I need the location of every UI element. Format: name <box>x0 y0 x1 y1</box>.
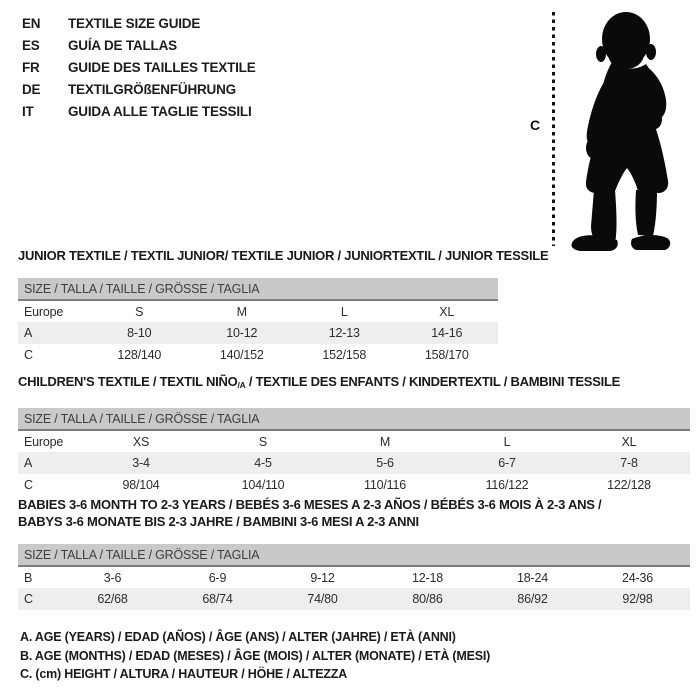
language-row-fr <box>22 57 256 79</box>
size-cell: 86/92 <box>480 588 585 610</box>
table-row <box>18 566 690 588</box>
size-cell: 14-16 <box>396 322 499 344</box>
language-title: GUÍA DE TALLAS <box>68 38 177 53</box>
size-cell: L <box>503 434 511 449</box>
language-code: DE <box>22 82 41 97</box>
language-row-en <box>22 13 256 35</box>
row-label: A <box>18 452 80 474</box>
table-row <box>18 588 690 610</box>
height-marker-label: C <box>530 117 541 133</box>
height-dashed-line <box>552 12 555 246</box>
toddler-silhouette-figure <box>562 4 700 254</box>
childrens-size-table <box>18 408 690 496</box>
size-cell: 158/170 <box>424 348 469 362</box>
size-cell: 98/104 <box>122 478 160 492</box>
size-cell: 74/80 <box>270 588 375 610</box>
size-cell: 122/128 <box>607 478 651 492</box>
size-cell: S <box>258 434 268 449</box>
size-cell: 7-8 <box>568 452 690 474</box>
size-cell: 68/74 <box>165 588 270 610</box>
size-cell: S <box>135 304 144 319</box>
size-cell: 104/110 <box>241 478 285 492</box>
language-title: TEXTILE SIZE GUIDE <box>68 16 201 31</box>
junior-size-table <box>18 278 498 366</box>
size-header-label: SIZE / TALLA / TAILLE / GRÖSSE / TAGLIA <box>18 408 690 430</box>
legend-line-a: A. AGE (YEARS) / EDAD (AÑOS) / ÂGE (ANS) / ALTER (JAHRE) / ETÀ (ANNI) <box>20 630 456 644</box>
table-row <box>18 452 690 474</box>
size-header-band <box>18 408 690 430</box>
language-title: GUIDE DES TAILLES TEXTILE <box>68 60 256 75</box>
size-header-label: SIZE / TALLA / TAILLE / GRÖSSE / TAGLIA <box>18 544 690 566</box>
size-cell: 116/122 <box>485 478 529 492</box>
size-cell: 140/152 <box>219 348 264 362</box>
size-cell: 80/86 <box>375 588 480 610</box>
size-cell: XS <box>132 434 150 449</box>
size-cell: 92/98 <box>585 588 690 610</box>
height-measure-figure <box>528 4 700 254</box>
table-row <box>18 322 498 344</box>
row-label: C <box>18 588 60 610</box>
row-label: Europe <box>24 304 64 319</box>
childrens-textile-section <box>18 373 690 496</box>
row-label: C <box>24 348 33 362</box>
title-part: CHILDREN'S TEXTILE / TEXTIL NIÑO <box>18 374 238 389</box>
language-title-list <box>22 13 256 123</box>
size-cell: 3-6 <box>103 570 122 585</box>
size-header-label: SIZE / TALLA / TAILLE / GRÖSSE / TAGLIA <box>18 278 498 300</box>
legend-line-b: B. AGE (MONTHS) / EDAD (MESES) / ÂGE (MOIS) / ALTER (MONATE) / ETÀ (MESI) <box>20 648 491 663</box>
size-cell: XL <box>439 304 455 319</box>
babies-table-title-line1: BABIES 3-6 MONTH TO 2-3 YEARS / BEBÉS 3-6 MESES A 2-3 AÑOS / BÉBÉS 3-6 MOIS À 2-3 ANS / <box>18 497 602 512</box>
table-row <box>18 300 498 322</box>
legend-line-c: C. (cm) HEIGHT / ALTURA / HAUTEUR / HÖHE / ALTEZZA <box>20 667 348 681</box>
size-cell: M <box>236 304 247 319</box>
language-row-es <box>22 35 256 57</box>
size-cell: L <box>340 304 348 319</box>
size-cell: 152/158 <box>322 348 367 362</box>
size-cell: 4-5 <box>202 452 324 474</box>
row-label: B <box>24 570 33 585</box>
measurement-legend <box>20 628 490 684</box>
language-code: IT <box>22 104 34 119</box>
table-row <box>18 344 498 366</box>
size-cell: 24-36 <box>622 570 653 585</box>
size-cell: 6-7 <box>446 452 568 474</box>
size-cell: 110/116 <box>364 478 406 492</box>
size-cell: 6-9 <box>208 570 227 585</box>
size-cell: 62/68 <box>60 588 165 610</box>
childrens-table-title <box>18 373 690 394</box>
junior-table-title: JUNIOR TEXTILE / TEXTIL JUNIOR/ TEXTILE JUNIOR / JUNIORTEXTIL / JUNIOR TESSILE <box>18 248 549 263</box>
language-code: ES <box>22 38 40 53</box>
size-cell: 3-4 <box>80 452 202 474</box>
junior-textile-section <box>18 247 548 366</box>
language-title: GUIDA ALLE TAGLIE TESSILI <box>68 104 252 119</box>
size-header-band <box>18 544 690 566</box>
size-cell: 128/140 <box>117 348 162 362</box>
size-cell: 18-24 <box>517 570 548 585</box>
table-row <box>18 430 690 452</box>
size-cell: 12-18 <box>412 570 443 585</box>
title-part: / TEXTILE DES ENFANTS / KINDERTEXTIL / BAMBINI TESSILE <box>245 374 621 389</box>
language-code: FR <box>22 60 40 75</box>
title-subscript: /A <box>237 380 246 390</box>
size-cell: XL <box>621 434 637 449</box>
language-code: EN <box>22 16 41 31</box>
size-cell: 10-12 <box>191 322 294 344</box>
row-label: A <box>18 322 88 344</box>
row-label: C <box>24 478 33 492</box>
size-cell: 5-6 <box>324 452 446 474</box>
size-cell: 8-10 <box>88 322 191 344</box>
language-row-de <box>22 79 256 101</box>
babies-textile-section <box>18 496 690 610</box>
size-cell: M <box>379 434 391 449</box>
size-header-band <box>18 278 498 300</box>
size-cell: 9-12 <box>310 570 335 585</box>
size-cell: 12-13 <box>293 322 396 344</box>
table-row <box>18 474 690 496</box>
language-title: TEXTILGRÖßENFÜHRUNG <box>68 82 236 97</box>
babies-table-title-line2: BABYS 3-6 MONATE BIS 2-3 JAHRE / BAMBINI 3-6 MESI A 2-3 ANNI <box>18 514 419 529</box>
row-label: Europe <box>24 434 64 449</box>
babies-size-table <box>18 544 690 610</box>
language-row-it <box>22 101 256 123</box>
